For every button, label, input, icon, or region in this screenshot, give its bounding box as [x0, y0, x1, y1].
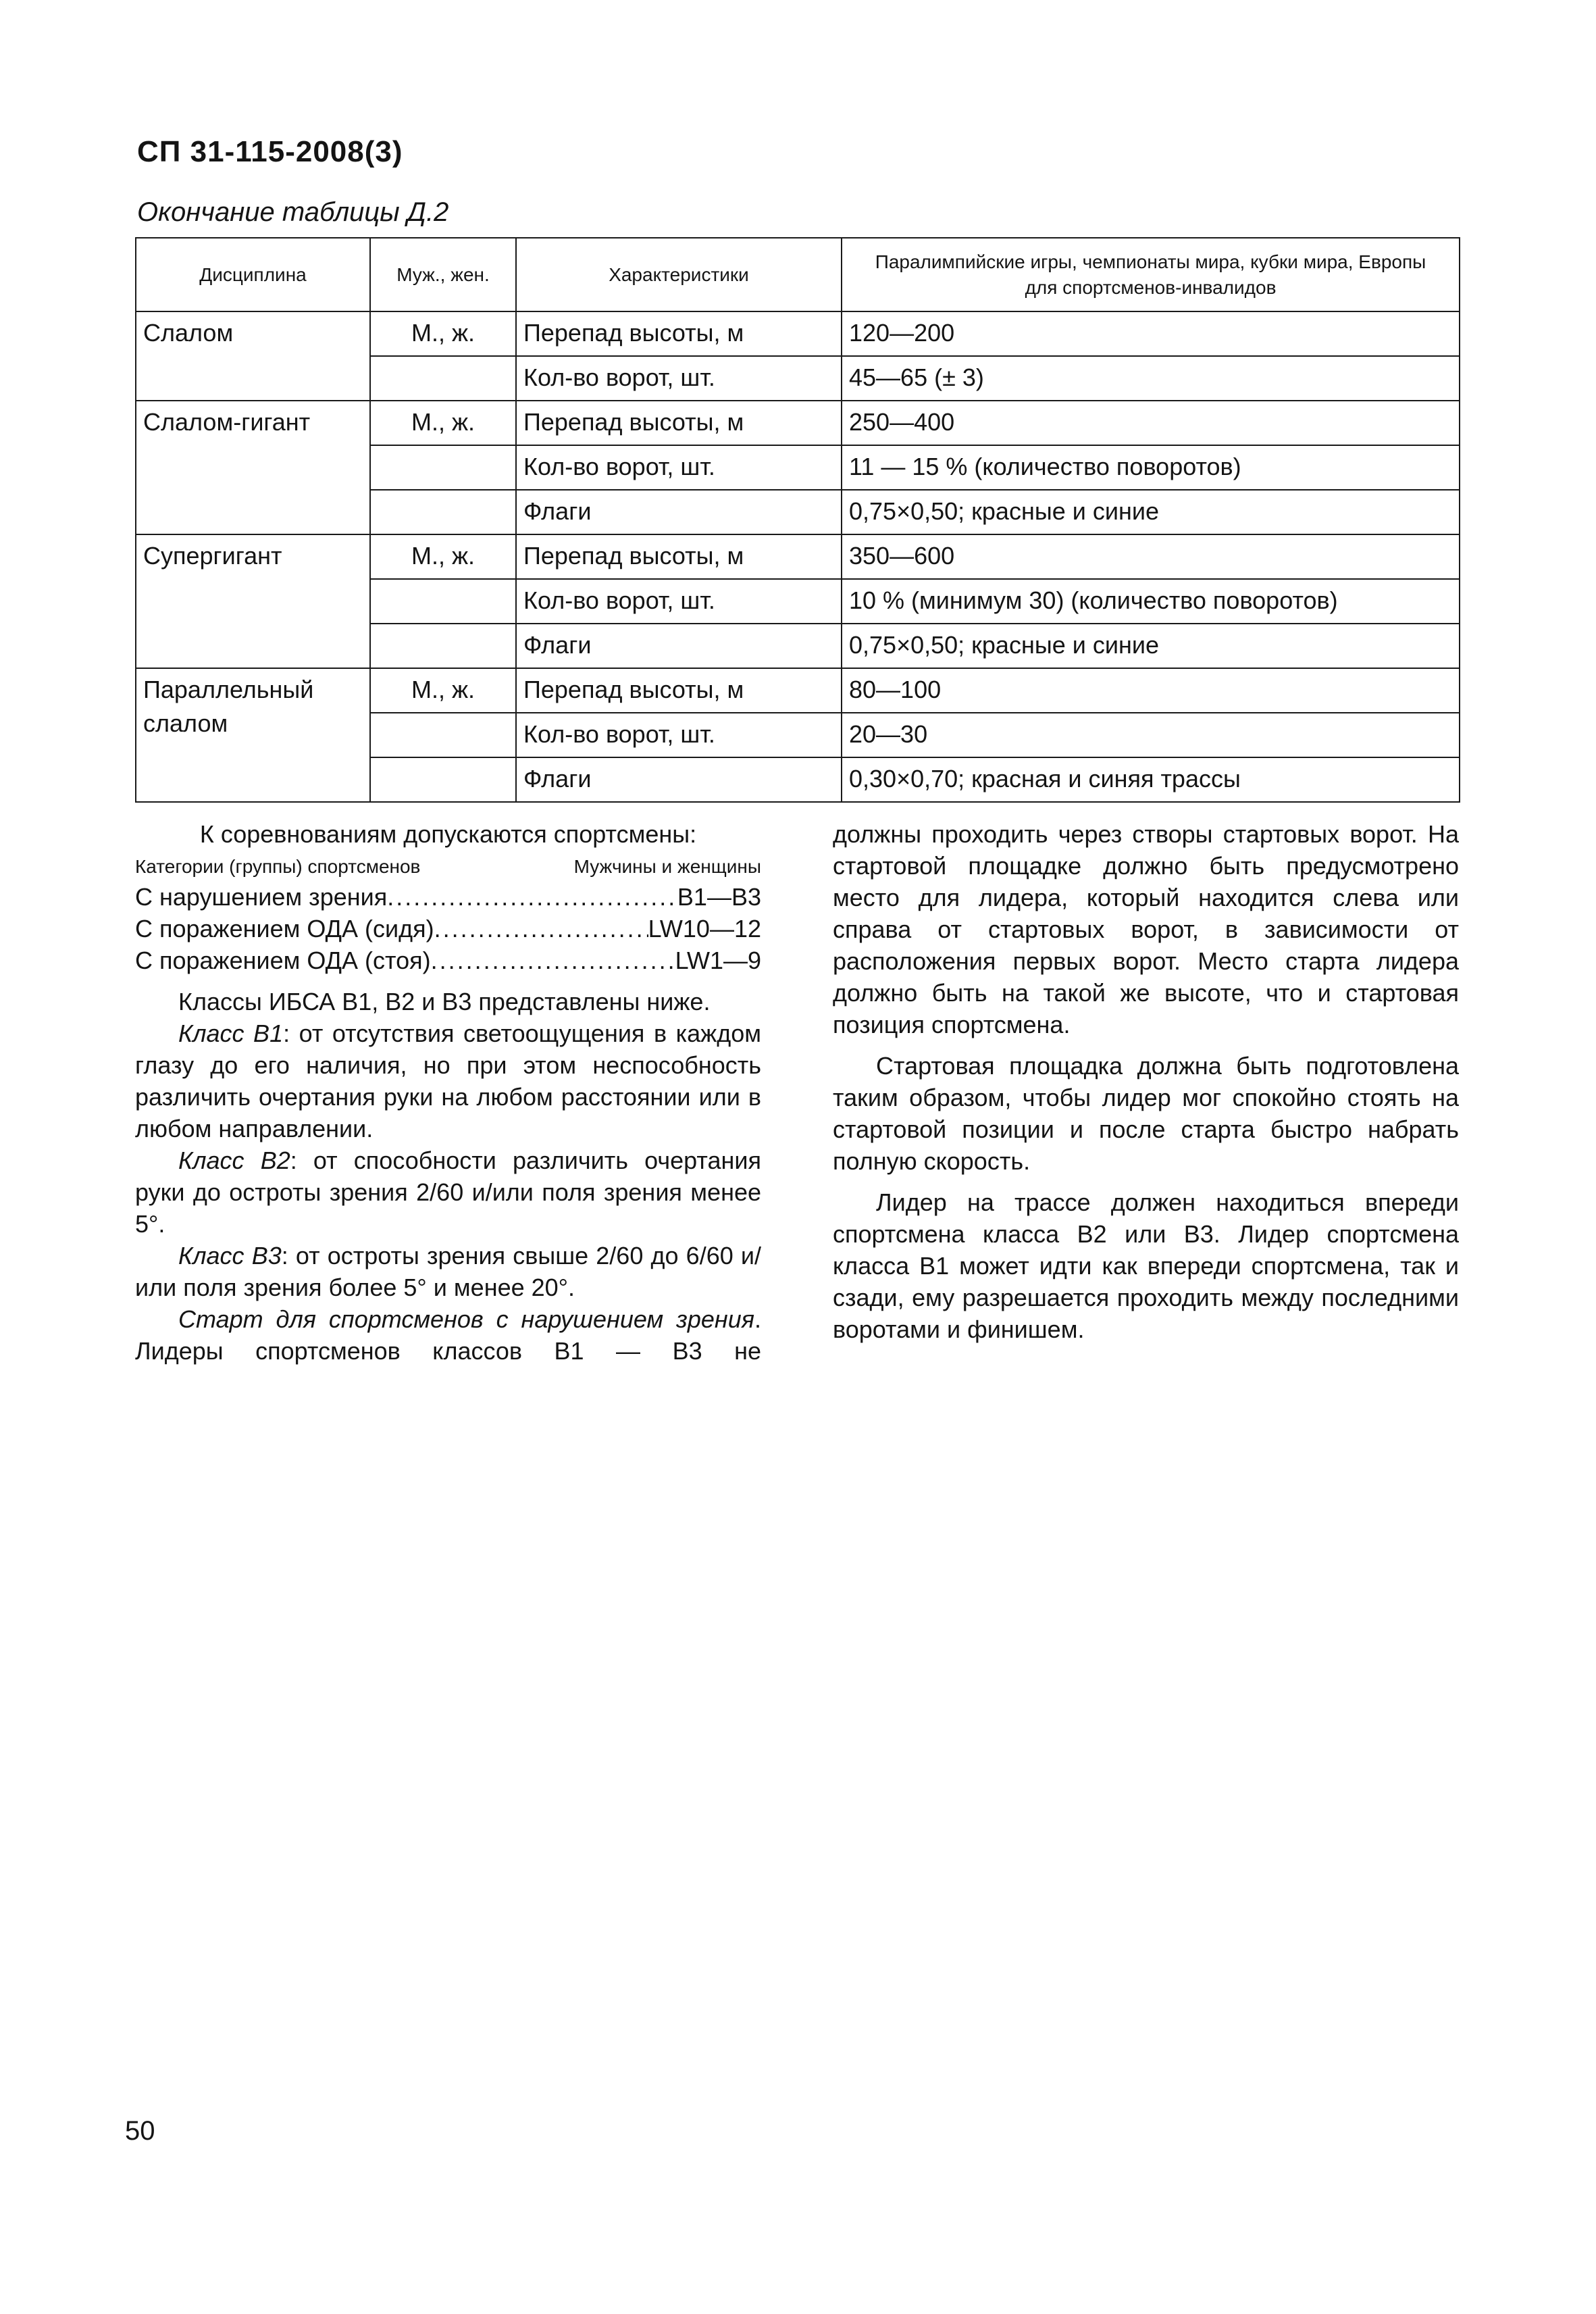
category-label: С поражением ОДА (сидя): [135, 915, 434, 942]
characteristic-cell: Кол-во ворот, шт.: [516, 713, 842, 757]
value-cell: 80—100: [842, 668, 1460, 713]
class-b2-text: : от способности различить очертания руки до остроты зрения 2/60 и/или поля зрения менее 5°.: [135, 1147, 761, 1238]
sex-cell: М., ж.: [370, 668, 516, 713]
start-text: . Лидеры спортсменов классов B1 — B3 не: [135, 1305, 761, 1365]
category-header-right: Мужчины и женщины: [573, 856, 761, 877]
characteristic-cell: Перепад высоты, м: [516, 401, 842, 445]
category-row: [135, 913, 761, 945]
classes-intro: Классы ИБСА B1, B2 и B3 представлены ниже.: [178, 988, 711, 1015]
value-cell: 350—600: [842, 534, 1460, 579]
characteristic-cell: Перепад высоты, м: [516, 534, 842, 579]
characteristic-cell: Флаги: [516, 757, 842, 802]
sex-cell: [370, 624, 516, 668]
table-caption: Окончание таблицы Д.2: [137, 197, 449, 227]
leader-dots: [387, 881, 677, 913]
value-cell: 20—30: [842, 713, 1460, 757]
right-paragraph-1: должны проходить через створы стартовых ворот. На стартовой площадке должно быть предусмотрено место для лидера, который находится слева или справа от стартовых ворот, в зависимости от расположения первых ворот. Место старта лидера должно быть на такой же высоте, что и стартовая позиция спортсмена.: [833, 820, 1459, 1038]
table-row: [136, 311, 1460, 356]
table-header-row: [136, 238, 1460, 311]
class-b3-text: : от остроты зрения свыше 2/60 до 6/60 и/или поля зрения более 5° и менее 20°.: [135, 1242, 761, 1301]
category-value: LW10—12: [648, 915, 761, 942]
sports-parameters-table: [135, 237, 1460, 803]
value-cell: 10 % (минимум 30) (количество поворотов): [842, 579, 1460, 624]
value-cell: 120—200: [842, 311, 1460, 356]
class-b1-text: : от отсутствия светоощущения в каждом глазу до его наличия, но при этом неспособность различить очертания руки на любом расстоянии или в любом направлении.: [135, 1020, 762, 1142]
value-cell: 11 — 15 % (количество поворотов): [842, 445, 1460, 490]
characteristic-cell: Флаги: [516, 490, 842, 534]
leader-dots: [434, 913, 648, 945]
sex-cell: М., ж.: [370, 401, 516, 445]
sex-cell: [370, 445, 516, 490]
discipline-cell: Слалом-гигант: [136, 401, 370, 534]
category-label: С поражением ОДА (стоя): [135, 947, 431, 974]
class-b1-lead: Класс B1: [178, 1020, 284, 1047]
characteristic-cell: Перепад высоты, м: [516, 311, 842, 356]
value-cell: 45—65 (± 3): [842, 356, 1460, 401]
class-b1-paragraph: [135, 1017, 761, 1145]
characteristic-cell: Кол-во ворот, шт.: [516, 356, 842, 401]
category-label: С нарушением зрения: [135, 883, 388, 911]
page-number: 50: [125, 2116, 155, 2146]
column-header-sex: Муж., жен.: [370, 238, 516, 311]
characteristic-cell: Флаги: [516, 624, 842, 668]
category-row: [135, 881, 761, 913]
value-cell: 0,75×0,50; красные и синие: [842, 624, 1460, 668]
category-header-left: Категории (группы) спортсменов: [135, 856, 421, 877]
category-header: [135, 850, 761, 881]
sex-cell: [370, 579, 516, 624]
discipline-cell: Параллельный слалом: [136, 668, 370, 802]
table-row: [136, 668, 1460, 713]
value-cell: 0,30×0,70; красная и синяя трассы: [842, 757, 1460, 802]
class-b3-paragraph: [135, 1240, 761, 1303]
class-b2-lead: Класс B2: [178, 1147, 290, 1174]
sex-cell: [370, 757, 516, 802]
class-b2-paragraph: [135, 1145, 761, 1240]
intro-line: К соревнованиям допускаются спортсмены:: [199, 820, 697, 848]
column-header-characteristics: Характеристики: [516, 238, 842, 311]
right-paragraph-3: Лидер на трассе должен находиться впереди спортсмена класса B2 или B3. Лидер спортсмена класса B1 может идти как впереди спортсмена, так и сзади, ему разрешается проходить между последними воротами и финишем.: [833, 1188, 1459, 1343]
left-text-column: [135, 818, 761, 1367]
characteristic-cell: Кол-во ворот, шт.: [516, 579, 842, 624]
column-header-discipline: Дисциплина: [136, 238, 370, 311]
sex-cell: [370, 713, 516, 757]
discipline-cell: Слалом: [136, 311, 370, 401]
characteristic-cell: Перепад высоты, м: [516, 668, 842, 713]
discipline-cell: Супергигант: [136, 534, 370, 668]
value-cell: 250—400: [842, 401, 1460, 445]
category-row: [135, 945, 761, 976]
document-code: СП 31-115-2008(3): [137, 135, 403, 168]
category-value: B1—B3: [677, 883, 761, 911]
value-cell: 0,75×0,50; красные и синие: [842, 490, 1460, 534]
leader-dots: [431, 945, 675, 976]
sex-cell: [370, 356, 516, 401]
column-header-competitions: Паралимпийские игры, чемпионаты мира, кубки мира, Европы для спортсменов-инвалидов: [842, 238, 1460, 311]
start-paragraph: [135, 1303, 761, 1367]
sex-cell: [370, 490, 516, 534]
class-b3-lead: Класс B3: [178, 1242, 282, 1269]
start-lead: Старт для спортсменов с нарушением зрения: [178, 1305, 754, 1333]
characteristic-cell: Кол-во ворот, шт.: [516, 445, 842, 490]
table-row: [136, 534, 1460, 579]
sex-cell: М., ж.: [370, 311, 516, 356]
sex-cell: М., ж.: [370, 534, 516, 579]
right-paragraph-2: Стартовая площадка должна быть подготовлена таким образом, чтобы лидер мог спокойно стоять на стартовой позиции и после старта быстро набрать полную скорость.: [833, 1052, 1459, 1175]
category-value: LW1—9: [675, 947, 761, 974]
right-text-column: [833, 818, 1459, 1345]
table-row: [136, 401, 1460, 445]
